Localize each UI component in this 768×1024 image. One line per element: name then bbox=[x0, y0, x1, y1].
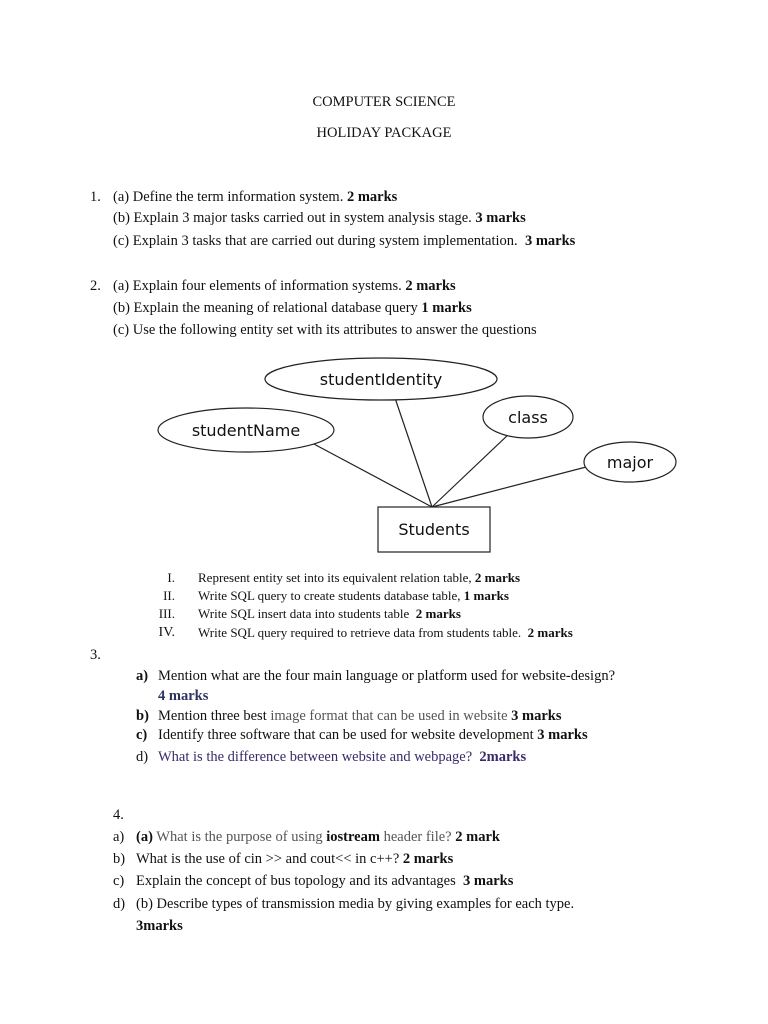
q3-a-text: Mention what are the four main language or platform used for website-design? bbox=[158, 668, 616, 684]
q3-b-text-gray: image format that can be used in website bbox=[270, 708, 508, 724]
q3-b-marks: 3 marks bbox=[511, 708, 562, 724]
q1-c-text: (c) Explain 3 tasks that are carried out during system implementation. bbox=[113, 233, 518, 249]
q3-c bbox=[158, 728, 588, 743]
q2-sub-4-text: Write SQL query required to retrieve data from students table. bbox=[198, 625, 522, 640]
q2-sub-2 bbox=[198, 589, 509, 602]
q3-d-text: What is the difference between website and webpage? bbox=[158, 749, 473, 765]
q2-sub-3-numeral: III. bbox=[158, 606, 175, 621]
q4-c-text: Explain the concept of bus topology and its advantages bbox=[136, 873, 456, 889]
q3-b-label: b) bbox=[136, 708, 149, 724]
document-subject: COMPUTER SCIENCE bbox=[312, 94, 456, 110]
q2-sub-3-text: Write SQL insert data into students table bbox=[198, 606, 410, 621]
q3-d-marks: 2marks bbox=[479, 749, 527, 765]
q4-a bbox=[136, 830, 500, 845]
attribute-studentidentity-label: studentIdentity bbox=[319, 370, 443, 389]
q4-d-marks: 3marks bbox=[136, 918, 183, 934]
q4-a-bold-word: iostream bbox=[326, 829, 380, 845]
q4-number: 4. bbox=[113, 807, 124, 823]
connector-major bbox=[432, 466, 590, 507]
q3-b bbox=[158, 709, 562, 724]
q2-b-marks: 1 marks bbox=[421, 300, 472, 316]
q3-c-text: Identify three software that can be used for website development bbox=[158, 727, 534, 743]
q1-b-marks: 3 marks bbox=[475, 210, 526, 226]
q2-sub-4 bbox=[198, 626, 573, 639]
attribute-class-label: class bbox=[508, 408, 548, 427]
q4-a-text-before: What is the purpose of using bbox=[156, 829, 323, 845]
q3-d bbox=[158, 750, 526, 765]
attribute-studentname-label: studentName bbox=[191, 421, 301, 440]
q4-c-label: c) bbox=[113, 873, 125, 889]
q2-c: (c) Use the following entity set with its attributes to answer the questions bbox=[113, 322, 537, 338]
q4-c-marks: 3 marks bbox=[462, 873, 514, 889]
q4-b-marks: 2 marks bbox=[402, 851, 454, 867]
q4-c bbox=[136, 874, 513, 889]
q4-b-label: b) bbox=[113, 851, 126, 867]
q2-a-text: (a) Explain four elements of information systems. bbox=[113, 278, 402, 294]
q2-sub-1-text: Represent entity set into its equivalent relation table, bbox=[198, 570, 472, 585]
q4-d-text: (b) Describe types of transmission media by giving examples for each type. bbox=[136, 896, 575, 912]
q2-sub-2-numeral: II. bbox=[163, 588, 175, 603]
q1-a-text: (a) Define the term information system. bbox=[113, 189, 344, 205]
attribute-major-label: major bbox=[606, 453, 654, 472]
q1-a-marks: 2 marks bbox=[346, 189, 398, 205]
q3-a-label: a) bbox=[136, 668, 149, 684]
q3-number: 3. bbox=[90, 647, 101, 663]
q2-number: 2. bbox=[90, 278, 101, 294]
q2-sub-1-marks: 2 marks bbox=[474, 570, 521, 585]
q1-c-marks: 3 marks bbox=[524, 233, 576, 249]
q3-c-label: c) bbox=[136, 727, 148, 743]
q2-sub-4-marks: 2 marks bbox=[527, 625, 573, 640]
q3-c-marks: 3 marks bbox=[537, 727, 588, 743]
entity-students-label: Students bbox=[398, 520, 470, 539]
q4-a-prefix: (a) bbox=[136, 829, 153, 845]
q4-a-label: a) bbox=[113, 829, 125, 845]
q2-a-marks: 2 marks bbox=[405, 278, 456, 294]
q1-b-text: (b) Explain 3 major tasks carried out in system analysis stage. bbox=[113, 210, 472, 226]
q3-d-label: d) bbox=[136, 749, 149, 765]
q2-sub-2-marks: 1 marks bbox=[463, 588, 509, 603]
q2-sub-1-numeral: I. bbox=[167, 570, 175, 585]
q2-sub-4-numeral: IV. bbox=[158, 625, 175, 640]
q2-sub-2-text: Write SQL query to create students database table, bbox=[198, 588, 461, 603]
q4-d-label: d) bbox=[113, 896, 126, 912]
q4-a-text-after: header file? bbox=[383, 829, 452, 845]
q2-b-text: (b) Explain the meaning of relational database query bbox=[113, 300, 418, 316]
q1-number: 1. bbox=[90, 189, 101, 205]
document-title: HOLIDAY PACKAGE bbox=[316, 125, 452, 141]
q3-a-marks: 4 marks bbox=[158, 688, 209, 704]
q2-sub-3-marks: 2 marks bbox=[415, 606, 461, 621]
q4-b bbox=[136, 852, 453, 867]
q3-b-text: Mention three best bbox=[158, 708, 267, 724]
q4-b-text: What is the use of cin >> and cout<< in c++? bbox=[136, 851, 400, 867]
connector-class bbox=[432, 433, 510, 507]
q2-sub-1 bbox=[198, 571, 520, 584]
q2-sub-3 bbox=[198, 607, 461, 620]
q4-a-marks: 2 mark bbox=[455, 829, 500, 845]
